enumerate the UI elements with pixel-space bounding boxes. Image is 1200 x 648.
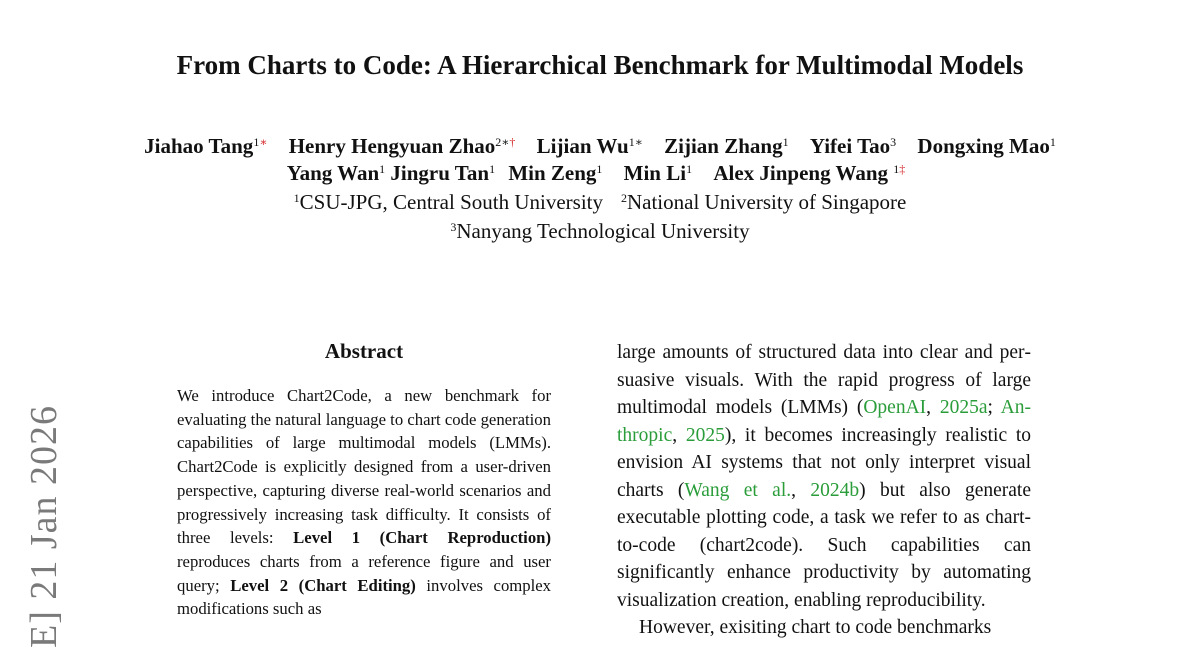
author: Yang Wan$^1$ bbox=[286, 161, 386, 185]
affiliation: $^1$CSU-JPG, Central South University bbox=[293, 190, 603, 214]
citation-link[interactable]: 2025 bbox=[685, 424, 725, 446]
citation-link[interactable]: OpenAI bbox=[863, 397, 927, 418]
affiliation: $^2$National University of Singapore bbox=[620, 190, 907, 214]
author: Lijian $Wu^{1∗}$ bbox=[536, 134, 643, 158]
author-list-row-1 bbox=[0, 132, 1200, 160]
intro-paragraph: large amounts of structured data into clear and persuasive visuals. With the rapid progress of large multimodal models (LMMs) (OpenAI, 2025a; Anthropic, 2025), it becomes increasingly realistic to envision AI systems that not only interpret visual charts (Wang et al., 2024b) but also generate executable plotting code, a task we refer to as chart-to-code (chart2code). Such capabilities can significantly enhance productivity by automating visualization creation, enabling reproducibility. bbox=[617, 342, 1032, 611]
citation-link[interactable]: 2024b bbox=[810, 479, 860, 501]
introduction-column bbox=[617, 339, 1031, 642]
intro-paragraph: However, exisiting chart to code benchmarks bbox=[639, 617, 992, 638]
author: Henry Hengyuan Zhao$^{2∗\dagger}$ bbox=[288, 134, 516, 158]
author: Min Zeng$^1$ bbox=[508, 161, 603, 185]
author: Jingru Tan$^1$ bbox=[390, 161, 496, 185]
author: Min Li$^1$ bbox=[623, 161, 693, 185]
abstract-text: We introduce Chart2Code, a new benchmark for evaluating the natural language to chart code generation capabilities of large multimodal models (LMMs). Chart2Code is explicitly designed from a user-driven perspective, capturing diverse real-world scenarios and progressively increasing task difficulty. It consists of three levels: Level 1 (Chart Reproduction) reproduces charts from a reference figure and user query; Level 2 (Chart Editing) involves complex modifications such as bbox=[177, 386, 552, 619]
author-list-row-2 bbox=[0, 159, 1200, 187]
affiliations-line-1 bbox=[0, 188, 1200, 216]
author: Jiahao Tang$^{1∗}$ bbox=[144, 134, 268, 158]
abstract-heading: Abstract bbox=[324, 339, 404, 363]
citation-link[interactable]: Anthropic bbox=[617, 397, 1031, 446]
arxiv-side-stamp: E] 21 Jan 2026 bbox=[23, 404, 65, 648]
author: Zijian Zhang$^1$ bbox=[664, 134, 789, 158]
paper-title: From Charts to Code: A Hierarchical Benchmark for Multimodal Models bbox=[176, 50, 1024, 80]
citation-link[interactable]: Wang et al. bbox=[684, 479, 792, 501]
author: Yifei Tao$^3$ bbox=[809, 134, 897, 158]
citation-link[interactable]: 2025a bbox=[939, 397, 988, 418]
author: Alex Jinpeng Wang $^{1\ddagger}$ bbox=[713, 161, 906, 185]
author: Dongxing Mao$^1$ bbox=[917, 134, 1056, 158]
affiliation: $^3$Nanyang Technological University bbox=[450, 219, 750, 243]
affiliations-line-2 bbox=[0, 217, 1200, 245]
